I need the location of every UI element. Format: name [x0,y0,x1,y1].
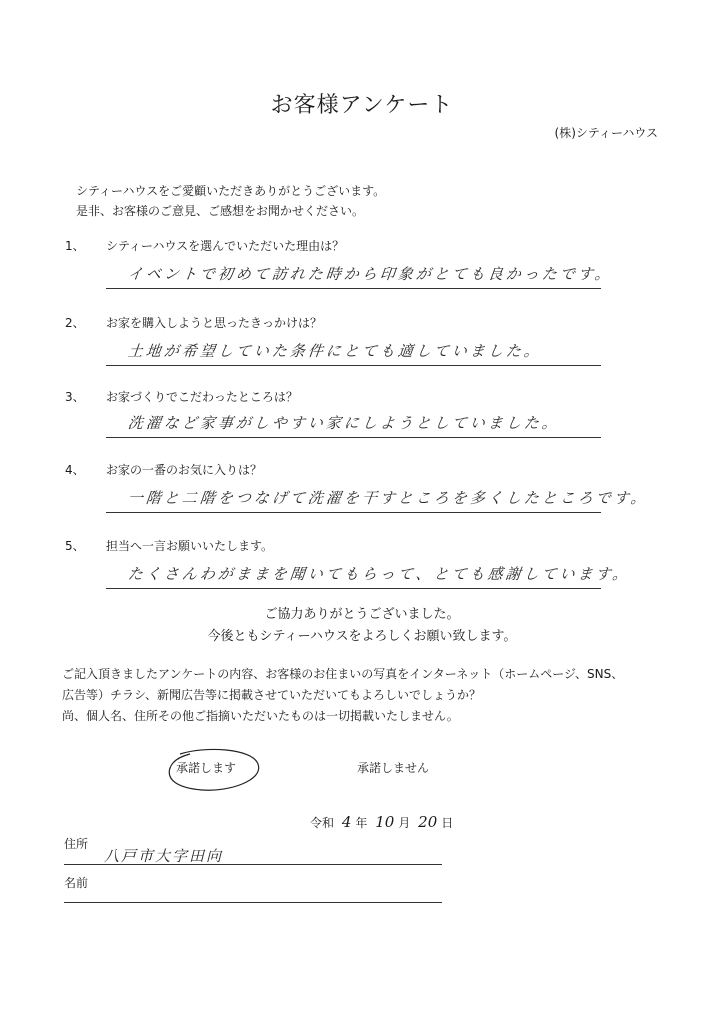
thanks-message [0,604,724,648]
consent-line-3: 尚、個人名、住所その他ご指摘いただいたものは一切掲載いたしません。 [62,709,459,723]
question-5-text: 担当へ一言お願いいたします。 [106,539,274,553]
intro-text [76,181,385,221]
address-value: 八戸市大字田向 [104,847,224,865]
name-field[interactable] [64,902,442,903]
date-year[interactable]: 4 [341,813,352,831]
date-year-unit: 年 [355,816,368,830]
address-label: 住所 [64,837,89,851]
question-5-answer: たくさんわがままを聞いてもらって、とても感謝しています。 [127,565,632,583]
company-name: (株)シティーハウス [554,126,658,140]
intro-line-1: シティーハウスをご愛顧いただきありがとうございます。 [76,184,386,198]
thanks-line-1: ご協力ありがとうございました。 [264,607,460,622]
question-3-answer: 洗濯など家事がしやすい家にしようとしていました。 [127,414,561,432]
question-2-answer-field[interactable] [106,335,601,366]
question-4-answer: 一階と二階をつなげて洗濯を干すところを多くしたところです。 [127,489,650,507]
page-title: お客様アンケート [270,93,454,118]
date-day-unit: 日 [441,816,454,830]
consent-line-1: ご記入頂きましたアンケートの内容、お客様のお住まいの写真をインターネット（ホームページ、SNS、 [62,667,624,681]
question-3-text: お家づくりでこだわったところは？ [106,390,298,404]
question-5-number: 5、 [65,539,85,553]
date-row [310,813,453,831]
question-4-answer-field[interactable] [106,482,650,513]
question-3-answer-field[interactable] [106,407,601,438]
consent-yes-option[interactable]: 承諾します [176,761,237,775]
thanks-line-2: 今後ともシティーハウスをよろしくお願い致します。 [207,629,517,644]
question-1-answer-field[interactable] [106,258,614,289]
name-label: 名前 [64,876,89,890]
date-month[interactable]: 10 [375,813,395,831]
date-month-unit: 月 [398,816,411,830]
consent-no-option[interactable]: 承諾しません [357,761,430,775]
question-2-answer: 土地が希望していた条件にとても適していました。 [127,342,543,360]
address-field[interactable] [64,864,442,865]
question-2-text: お家を購入しようと思ったきっかけは？ [106,316,323,330]
question-3-number: 3、 [65,390,85,404]
question-1-text: シティーハウスを選んでいただいた理由は？ [106,239,345,253]
date-day[interactable]: 20 [418,813,438,831]
question-1-number: 1、 [65,239,85,253]
question-1-answer: イベントで初めて訪れた時から印象がとても良かったです。 [127,265,614,283]
question-5-answer-field[interactable] [106,558,632,589]
intro-line-2: 是非、お客様のご意見、ご感想をお聞かせください。 [76,204,365,218]
consent-text [62,664,672,727]
question-4-number: 4、 [65,463,85,477]
date-era: 令和 [310,816,335,830]
consent-line-2: 広告等）チラシ、新聞広告等に掲載させていただいてもよろしいでしょうか？ [62,688,482,702]
question-4-text: お家の一番のお気に入りは？ [106,463,263,477]
question-2-number: 2、 [65,316,85,330]
